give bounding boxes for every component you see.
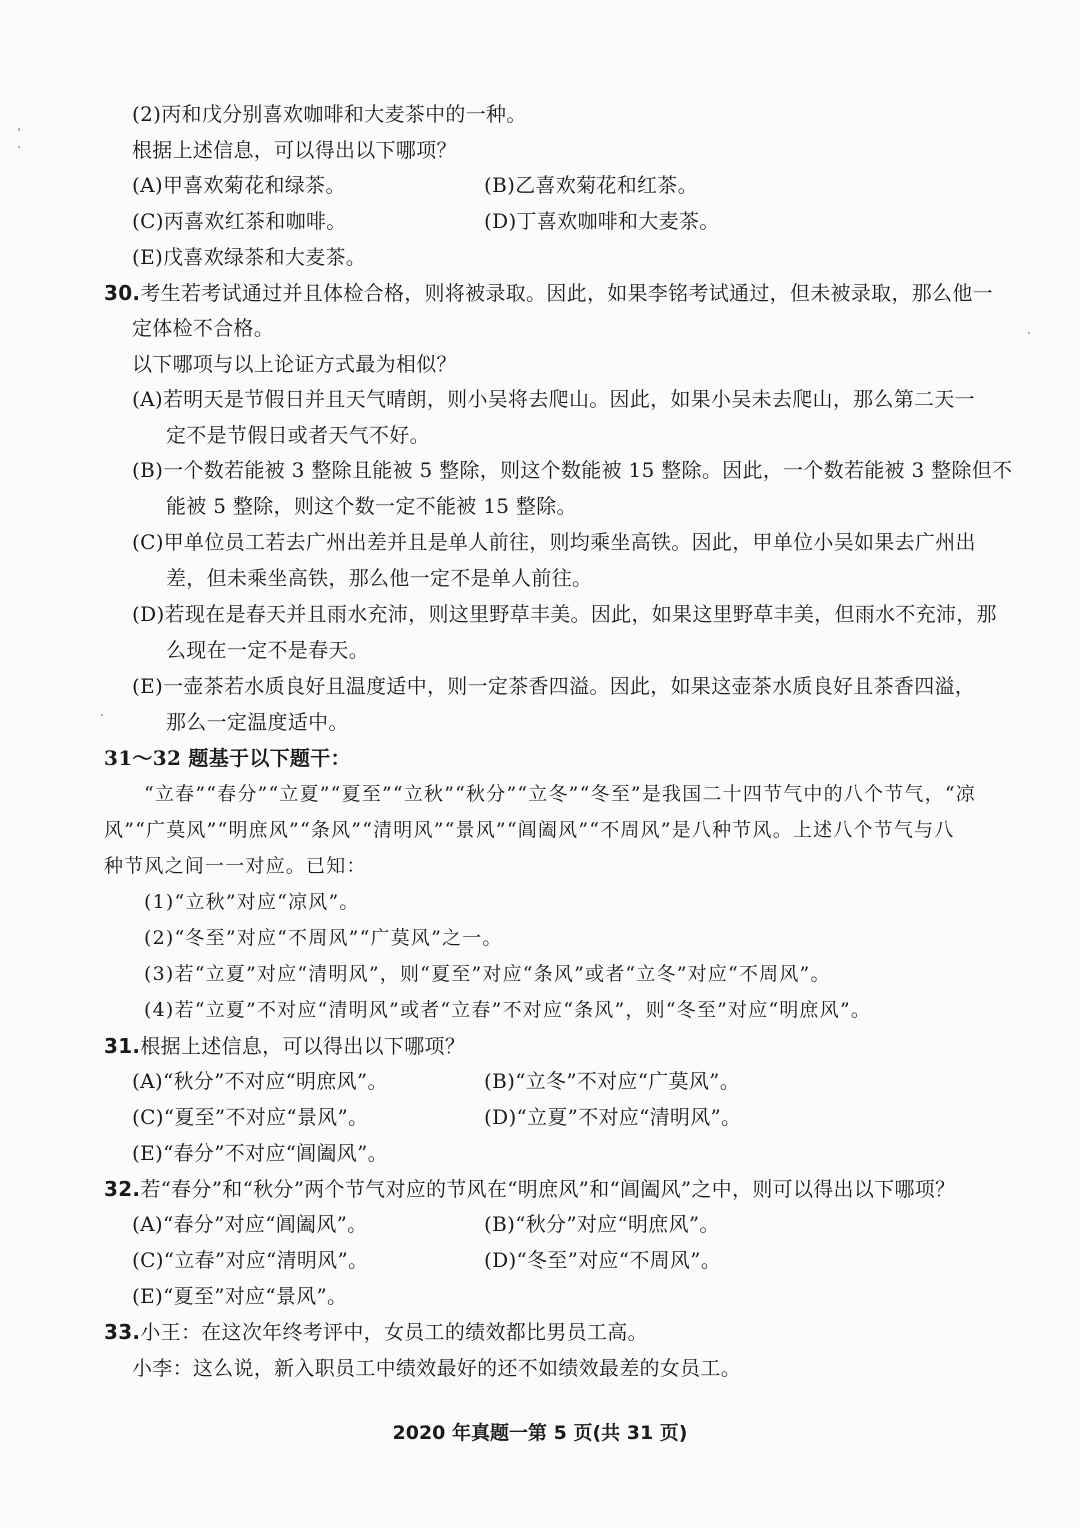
scan-speck [18, 128, 20, 131]
q32-stem [104, 1176, 955, 1202]
q30-option-d-line-1: (D)若现在是春天并且雨水充沛，则这里野草丰美。因此，如果这里野草丰美，但雨水不充沛，那 [132, 602, 997, 626]
q32-stem-text: 若“春分”和“秋分”两个节气对应的节风在“明庶风”和“阊阖风”之中，则可以得出以下哪项？ [140, 1177, 956, 1201]
q30-option-e-line-2: 那么一定温度适中。 [166, 710, 349, 734]
q32-number: 32. [104, 1177, 141, 1201]
q30-number: 30. [104, 281, 141, 305]
q33-line-1 [104, 1319, 648, 1345]
q33-line-1-text: 小王：在这次年终考评中，女员工的绩效都比男员工高。 [140, 1320, 648, 1344]
shared-stem-line-2: 风”“广莫风”“明庶风”“条风”“清明风”“景风”“阊阖风”“不周风”是八种节风。上述八个节气与八 [104, 819, 955, 841]
q31-option-c: (C)“夏至”不对应“景风”。 [132, 1105, 369, 1129]
q30-option-d-line-2: 么现在一定不是春天。 [166, 638, 369, 662]
q29-option-a: (A)甲喜欢菊花和绿茶。 [132, 173, 346, 197]
q30-option-a-line-1: (A)若明天是节假日并且天气晴朗，则小吴将去爬山。因此，如果小吴未去爬山，那么第二天一 [132, 387, 975, 411]
shared-condition-3: (3)若“立夏”对应“清明风”，则“夏至”对应“条风”或者“立冬”对应“不周风”。 [144, 963, 831, 985]
q31-32-heading: 31～32 题基于以下题干： [104, 746, 351, 770]
shared-stem-line-3: 种节风之间一一对应。已知： [104, 855, 367, 877]
q32-option-e: (E)“夏至”对应“景风”。 [132, 1284, 348, 1308]
q31-option-e: (E)“春分”不对应“阊阖风”。 [132, 1141, 388, 1165]
shared-condition-4: (4)若“立夏”不对应“清明风”或者“立春”不对应“条风”，则“冬至”对应“明庶风”。 [144, 999, 872, 1021]
scan-speck [101, 714, 103, 716]
q30-option-b-line-1: (B)一个数若能被 3 整除且能被 5 整除，则这个数能被 15 整除。因此，一个数若能被 3 整除但不 [132, 458, 1013, 482]
q30-option-a-line-2: 定不是节假日或者天气不好。 [166, 423, 430, 447]
q31-stem [104, 1033, 465, 1059]
shared-condition-1: (1)“立秋”对应“凉风”。 [144, 891, 360, 913]
q31-number: 31. [104, 1034, 141, 1058]
q30-stem-line-1 [104, 280, 993, 306]
q29-option-b: (B)乙喜欢菊花和红茶。 [484, 173, 698, 197]
q30-stem-line-2: 定体检不合格。 [132, 316, 275, 340]
scan-speck [18, 146, 20, 148]
q31-option-a: (A)“秋分”不对应“明庶风”。 [132, 1069, 388, 1093]
page-footer: 2020 年真题一第 5 页(共 31 页) [392, 1422, 688, 1444]
shared-condition-2: (2)“冬至”对应“不周风”“广莫风”之一。 [144, 927, 503, 949]
q30-stem-text: 考生若考试通过并且体检合格，则将被录取。因此，如果李铭考试通过，但未被录取，那么他一 [140, 281, 993, 305]
q32-option-a: (A)“春分”对应“阊阖风”。 [132, 1212, 368, 1236]
q32-option-c: (C)“立春”对应“清明风”。 [132, 1248, 369, 1272]
scan-speck [1028, 332, 1030, 334]
q31-stem-text: 根据上述信息，可以得出以下哪项？ [140, 1034, 466, 1058]
q31-option-b: (B)“立冬”不对应“广莫风”。 [484, 1069, 741, 1093]
q30-prompt: 以下哪项与以上论证方式最为相似？ [132, 352, 457, 376]
q29-option-d: (D)丁喜欢咖啡和大麦茶。 [484, 209, 720, 233]
q30-option-b-line-2: 能被 5 整除，则这个数一定不能被 15 整除。 [166, 494, 577, 518]
q33-number: 33. [104, 1320, 141, 1344]
q29-condition-2: (2)丙和戊分别喜欢咖啡和大麦茶中的一种。 [132, 102, 527, 126]
q29-prompt: 根据上述信息，可以得出以下哪项？ [132, 138, 457, 162]
q29-option-e: (E)戊喜欢绿茶和大麦茶。 [132, 245, 367, 269]
q31-option-d: (D)“立夏”不对应“清明风”。 [484, 1105, 742, 1129]
q33-line-2: 小李：这么说，新入职员工中绩效最好的还不如绩效最差的女员工。 [132, 1356, 741, 1380]
q32-option-d: (D)“冬至”对应“不周风”。 [484, 1248, 722, 1272]
q30-option-c-line-1: (C)甲单位员工若去广州出差并且是单人前往，则均乘坐高铁。因此，甲单位小吴如果去广州出 [132, 530, 976, 554]
q30-option-e-line-1: (E)一壶茶若水质良好且温度适中，则一定茶香四溢。因此，如果这壶茶水质良好且茶香四溢， [132, 674, 976, 698]
shared-stem-line-1: “立春”“春分”“立夏”“夏至”“立秋”“秋分”“立冬”“冬至”是我国二十四节气中的八个节气，“凉 [144, 783, 976, 805]
q29-option-c: (C)丙喜欢红茶和咖啡。 [132, 209, 347, 233]
q32-option-b: (B)“秋分”对应“明庶风”。 [484, 1212, 720, 1236]
q30-option-c-line-2: 差，但未乘坐高铁，那么他一定不是单人前往。 [166, 566, 593, 590]
